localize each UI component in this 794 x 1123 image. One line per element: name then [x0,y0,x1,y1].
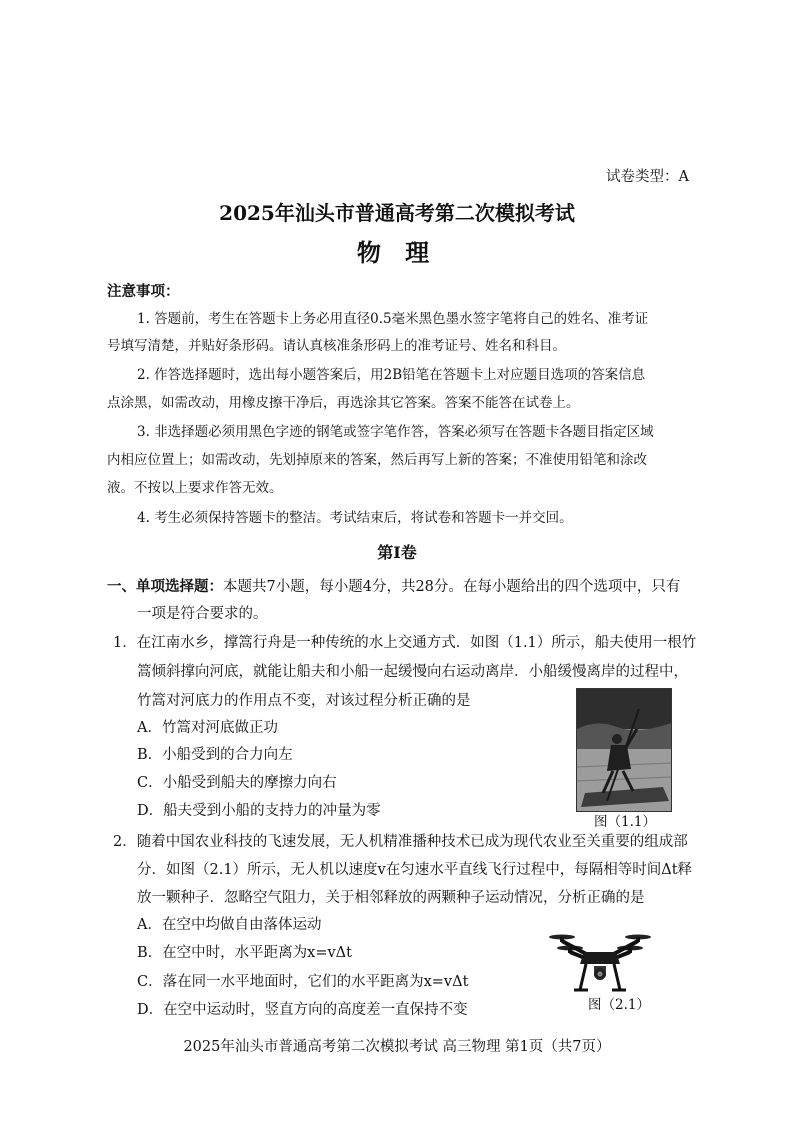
section-instructions: 本题共7小题，每小题4分，共28分。在每小题给出的四个选项中，只有 [223,579,681,595]
q2-option-a: A．在空中均做自由落体运动 [137,917,322,933]
notice-item-3-line-3: 液。不按以上要求作答无效。 [107,480,283,496]
q2-option-c: C．落在同一水平地面时，它们的水平距离为x=vΔt [137,974,469,990]
q1-option-d: D．船夫受到小船的支持力的冲量为零 [137,803,381,819]
q1-stem-line-1: 1．在江南水乡，撑篙行舟是一种传统的水上交通方式．如图（1.1）所示，船夫使用一根竹 [113,635,697,651]
notice-item-4-line-1: 4. 考生必须保持答题卡的整洁。考试结束后，将试卷和答题卡一并交回。 [137,510,573,526]
notice-item-3-line-1: 3. 非选择题必须用黑色字迹的钢笔或签字笔作答，答案必须写在答题卡各题目指定区域 [137,424,654,440]
q1-option-a: A．竹篙对河底做正功 [137,720,278,736]
drone-figure [548,930,652,996]
paper-type-label: 试卷类型：A [606,169,689,185]
notice-item-3-line-2: 内相应位置上；如需改动，先划掉原来的答案，然后再写上新的答案；不准使用铅笔和涂改 [107,452,647,468]
figure-1-1-caption: 图（1.1） [594,814,656,830]
q1-stem-line-2: 篙倾斜撑向河底，就能让船夫和小船一起缓慢向右运动离岸．小船缓慢离岸的过程中， [137,664,688,680]
notice-item-2-line-1: 2. 作答选择题时，选出每小题答案后，用2B铅笔在答题卡上对应题目选项的答案信息 [137,367,646,383]
notice-item-1-line-1: 1. 答题前，考生在答题卡上务必用直径0.5毫米黑色墨水签字笔将自己的姓名、准考证 [137,311,649,327]
notice-item-1-line-2: 号填写清楚，并贴好条形码。请认真核准条形码上的准考证号、姓名和科目。 [107,338,566,354]
exam-title: 2025年汕头市普通高考第二次模拟考试 [219,201,575,225]
notice-heading: 注意事项： [107,283,180,300]
section-instructions-cont: 一项是符合要求的。 [137,606,268,622]
figure-2-1-caption: 图（2.1） [588,997,650,1013]
q1-stem-line-3: 竹篙对河底力的作用点不变，对该过程分析正确的是 [137,693,471,709]
boatman-figure [576,688,672,812]
section-label: 一、单项选择题： [107,578,223,595]
q2-stem-line-1: 2．随着中国农业科技的飞速发展，无人机精准播种技术已成为现代农业至关重要的组成部 [113,834,688,850]
q2-option-b: B．在空中时，水平距离为x=vΔt [137,945,352,961]
section-header [107,577,680,597]
q2-stem-line-2: 分．如图（2.1）所示，无人机以速度v在匀速水平直线飞行过程中，每隔相等时间Δt释 [137,862,693,878]
q2-stem-line-3: 放一颗种子．忽略空气阻力，关于相邻释放的两颗种子运动情况，分析正确的是 [137,890,645,906]
boatman-illustration [577,689,671,811]
q1-option-c: C．小船受到船夫的摩擦力向右 [137,775,337,791]
subject-title: 物 理 [356,238,438,267]
notice-item-2-line-2: 点涂黑，如需改动，用橡皮擦干净后，再选涂其它答案。答案不能答在试卷上。 [107,395,580,411]
page-footer: 2025年汕头市普通高考第二次模拟考试 高三物理 第1页（共7页） [183,1039,611,1055]
q1-option-b: B．小船受到的合力向左 [137,747,293,763]
q2-option-d: D．在空中运动时，竖直方向的高度差一直保持不变 [137,1002,468,1018]
part-title: 第Ⅰ卷 [377,543,417,562]
